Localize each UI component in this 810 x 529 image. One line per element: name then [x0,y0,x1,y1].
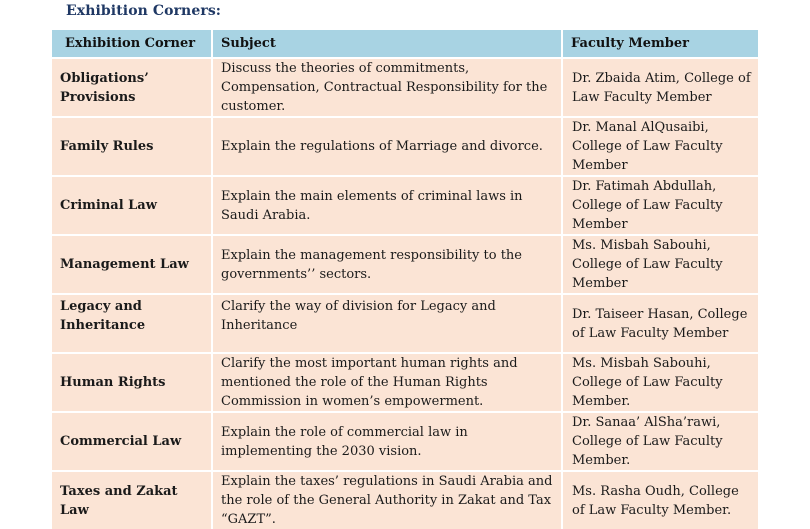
header-subject: Subject [212,30,562,58]
table-row [52,235,758,294]
table-row [52,412,758,471]
corner-cell: Legacy and Inheritance [52,294,212,353]
subject-cell: Explain the regulations of Marriage and divorce. [212,117,562,176]
faculty-cell: Dr. Sanaa’ AlSha’rawi, College of Law Faculty Member. [562,412,758,471]
faculty-cell: Dr. Manal AlQusaibi, College of Law Faculty Member [562,117,758,176]
corner-cell: Criminal Law [52,176,212,235]
exhibition-table [52,30,758,529]
subject-cell: Explain the management responsibility to the governments’’ sectors. [212,235,562,294]
table-row [52,176,758,235]
corner-cell: Obligations’ Provisions [52,58,212,117]
corner-cell: Family Rules [52,117,212,176]
corner-cell: Management Law [52,235,212,294]
subject-cell: Explain the main elements of criminal laws in Saudi Arabia. [212,176,562,235]
table-row [52,294,758,353]
faculty-cell: Dr. Zbaida Atim, College of Law Faculty Member [562,58,758,117]
faculty-cell: Ms. Rasha Oudh, College of Law Faculty Member. [562,471,758,529]
subject-cell: Clarify the way of division for Legacy and Inheritance [212,294,562,353]
faculty-cell: Dr. Taiseer Hasan, College of Law Faculty Member [562,294,758,353]
table-row [52,58,758,117]
subject-cell: Clarify the most important human rights and mentioned the role of the Human Rights Commission in women’s empowerment. [212,353,562,412]
faculty-cell: Dr. Fatimah Abdullah, College of Law Faculty Member [562,176,758,235]
subject-cell: Discuss the theories of commitments, Compensation, Contractual Responsibility for the customer. [212,58,562,117]
table-row [52,117,758,176]
corner-cell: Taxes and Zakat Law [52,471,212,529]
faculty-cell: Ms. Misbah Sabouhi, College of Law Faculty Member. [562,353,758,412]
corner-cell: Human Rights [52,353,212,412]
table-header-row [52,30,758,58]
header-faculty-member: Faculty Member [562,30,758,58]
subject-cell: Explain the role of commercial law in implementing the 2030 vision. [212,412,562,471]
header-exhibition-corner: Exhibition Corner [52,30,212,58]
corner-cell: Commercial Law [52,412,212,471]
faculty-cell: Ms. Misbah Sabouhi, College of Law Faculty Member [562,235,758,294]
table-row [52,353,758,412]
section-heading: Exhibition Corners: [66,3,222,19]
subject-cell: Explain the taxes’ regulations in Saudi Arabia and the role of the General Authority in Zakat and Tax “GAZT”. [212,471,562,529]
table-row [52,471,758,529]
